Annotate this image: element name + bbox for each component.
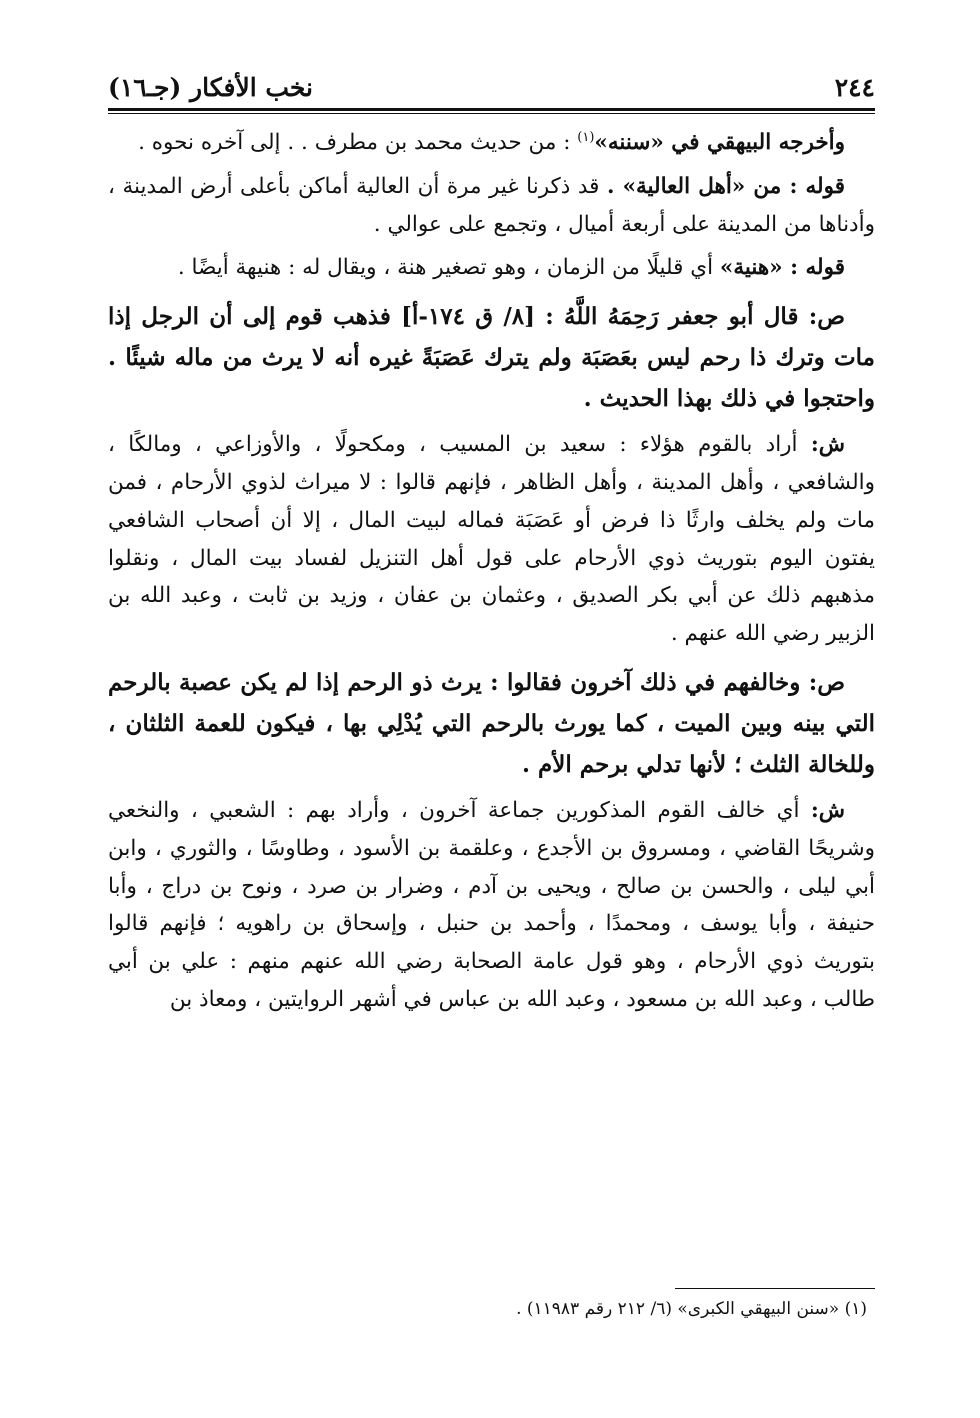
- paragraph-body: وخالفهم في ذلك آخرون فقالوا : يرث ذو الرحم إذا لم يكن عصبة بالرحم التي بينه وبين الميت ، كما يورث بالرحم التي يُدْلِي بها ، فيكون للعمة الثلثان ، وللخالة الثلث ؛ لأنها تدلي برحم الأم .: [108, 669, 875, 778]
- footnote-ref: (١): [577, 129, 595, 145]
- header-rule-thin: [108, 113, 875, 114]
- paragraph-lead: قوله : من «أهل العالية» .: [606, 173, 845, 199]
- body-text: [108, 124, 875, 1019]
- page-header: [108, 58, 875, 106]
- paragraph-2: [108, 168, 875, 244]
- header-rule: [108, 108, 875, 111]
- paragraph-body: أراد بالقوم هؤلاء : سعيد بن المسيب ، ومكحولًا ، والأوزاعي ، ومالكًا ، والشافعي ، وأهل المدينة ، وأهل الظاهر ، فإنهم قالوا : لا ميراث لذوي الأرحام ، فمن مات ولم يخلف وارثًا ذا فرض أو عَصَبَة فماله لبيت المال ، إلا أن أصحاب الشافعي يفتون اليوم بتوريث ذوي الأرحام على قول أهل التنزيل لفساد بيت المال ، ونقلوا مذهبهم ذلك عن أبي بكر الصديق ، وعثمان بن عفان ، وزيد بن ثابت ، وعبد الله بن الزبير رضي الله عنهم .: [108, 432, 875, 647]
- paragraph-body: فذهب قوم إلى أن الرجل إذا مات وترك ذا رحم ليس بعَصَبَة ولم يترك عَصَبَةً غيره أنه لا يرث من ماله شيئًا . واحتجوا في ذلك بهذا الحديث .: [108, 303, 875, 413]
- paragraph-1: [108, 124, 875, 162]
- paragraph-lead: وأخرجه البيهقي في «سننه»: [594, 130, 845, 155]
- paragraph-body: : من حديث محمد بن مطرف . . إلى آخره نحوه .: [138, 130, 571, 155]
- page-number: ٢٤٤: [834, 73, 875, 102]
- paragraph-body: قد ذكرنا غير مرة أن العالية أماكن بأعلى أرض المدينة ، وأدناها من المدينة على أربعة أميال ، وتجمع على عوالي .: [108, 173, 875, 237]
- paragraph-lead: ش:: [810, 797, 845, 823]
- paragraph-lead: ص:: [808, 669, 845, 697]
- book-title: نخب الأفكار (جـ١٦): [108, 73, 314, 102]
- footnote: (١) «سنن البيهقي الكبرى» (٦/ ٢١٢ رقم ١١٩٨٣) .: [516, 1299, 867, 1319]
- matn-paragraph-2: [108, 663, 875, 786]
- book-page: [108, 58, 875, 1388]
- footnote-rule: [675, 1288, 875, 1289]
- sharh-paragraph-2: [108, 792, 875, 1019]
- footnote-area: [108, 1288, 875, 1319]
- paragraph-3: [108, 249, 875, 287]
- paragraph-lead: ش:: [810, 432, 845, 458]
- paragraph-lead: قوله : «هنية»: [719, 255, 845, 281]
- sharh-paragraph-1: [108, 426, 875, 653]
- paragraph-body: أي خالف القوم المذكورين جماعة آخرون ، وأراد بهم : الشعبي ، والنخعي وشريحًا القاضي ، ومسروق بن الأجدع ، وعلقمة بن الأسود ، وطاوسًا ، والثوري ، وابن أبي ليلى ، والحسن بن صالح ، ويحيى بن آدم ، وضرار بن صرد ، ونوح بن دراج ، وأبا حنيفة ، وأبا يوسف ، ومحمدًا ، وأحمد بن حنبل ، وإسحاق بن راهويه ؛ فإنهم قالوا بتوريث ذوي الأرحام ، وهو قول عامة الصحابة رضي الله عنهم منهم : علي بن أبي طالب ، وعبد الله بن مسعود ، وعبد الله بن عباس في أشهر الروايتين ، ومعاذ بن: [108, 797, 875, 1013]
- paragraph-body: أي قليلًا من الزمان ، وهو تصغير هنة ، ويقال له : هنيهة أيضًا .: [177, 255, 720, 281]
- matn-paragraph-1: [108, 297, 875, 420]
- paragraph-lead: ص: قال أبو جعفر رَحِمَهُ اللَّهُ : [٨/ ق ١٧٤-أ]: [401, 303, 845, 331]
